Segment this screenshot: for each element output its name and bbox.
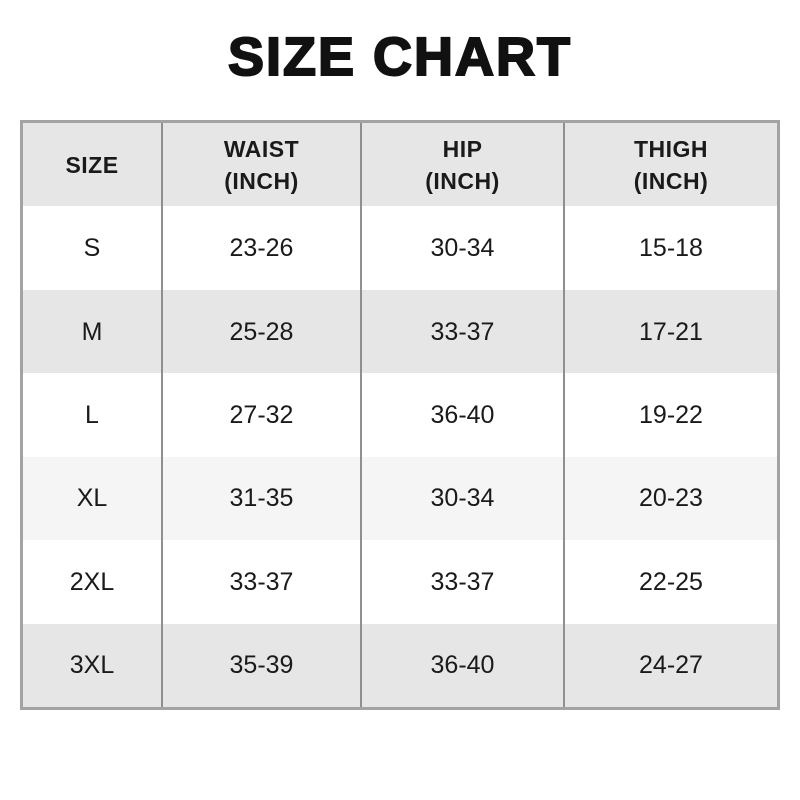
column-header-unit: (INCH) bbox=[224, 167, 299, 194]
hip-cell: 36-40 bbox=[360, 624, 563, 707]
column-header-label: THIGH bbox=[633, 135, 709, 162]
table-header-row bbox=[23, 123, 777, 206]
size-cell: XL bbox=[76, 484, 108, 513]
column-header-size bbox=[23, 123, 161, 206]
waist-cell: 35-39 bbox=[161, 624, 360, 707]
table-row-2xl bbox=[23, 540, 777, 623]
size-cell: L bbox=[85, 400, 99, 429]
thigh-cell: 15-18 bbox=[563, 206, 777, 289]
waist-cell: 25-28 bbox=[161, 290, 360, 373]
thigh-cell: 24-27 bbox=[563, 624, 777, 707]
thigh-cell: 22-25 bbox=[563, 540, 777, 623]
hip-cell: 33-37 bbox=[360, 290, 563, 373]
size-chart-table bbox=[20, 120, 780, 710]
column-header-hip bbox=[360, 123, 563, 206]
column-header-label: HIP bbox=[442, 135, 483, 162]
waist-cell: 27-32 bbox=[161, 373, 360, 456]
waist-cell: 33-37 bbox=[161, 540, 360, 623]
hip-cell: 30-34 bbox=[360, 206, 563, 289]
size-cell: 2XL bbox=[69, 567, 115, 596]
size-cell: 3XL bbox=[69, 651, 115, 680]
column-header-unit: (INCH) bbox=[425, 167, 500, 194]
table-row-3xl bbox=[23, 624, 777, 707]
table-row-s bbox=[23, 206, 777, 289]
thigh-cell: 17-21 bbox=[563, 290, 777, 373]
hip-cell: 33-37 bbox=[360, 540, 563, 623]
size-cell: M bbox=[81, 317, 103, 346]
hip-cell: 36-40 bbox=[360, 373, 563, 456]
column-header-waist bbox=[161, 123, 360, 206]
waist-cell: 31-35 bbox=[161, 457, 360, 540]
column-header-thigh bbox=[563, 123, 777, 206]
thigh-cell: 19-22 bbox=[563, 373, 777, 456]
page-title: SIZE CHART bbox=[228, 27, 572, 87]
size-cell: S bbox=[83, 234, 101, 263]
waist-cell: 23-26 bbox=[161, 206, 360, 289]
table-row-xl bbox=[23, 457, 777, 540]
thigh-cell: 20-23 bbox=[563, 457, 777, 540]
column-header-label: SIZE bbox=[65, 151, 119, 178]
table-row-l bbox=[23, 373, 777, 456]
table-row-m bbox=[23, 290, 777, 373]
column-header-unit: (INCH) bbox=[633, 167, 709, 194]
column-header-label: WAIST bbox=[223, 135, 300, 162]
hip-cell: 30-34 bbox=[360, 457, 563, 540]
